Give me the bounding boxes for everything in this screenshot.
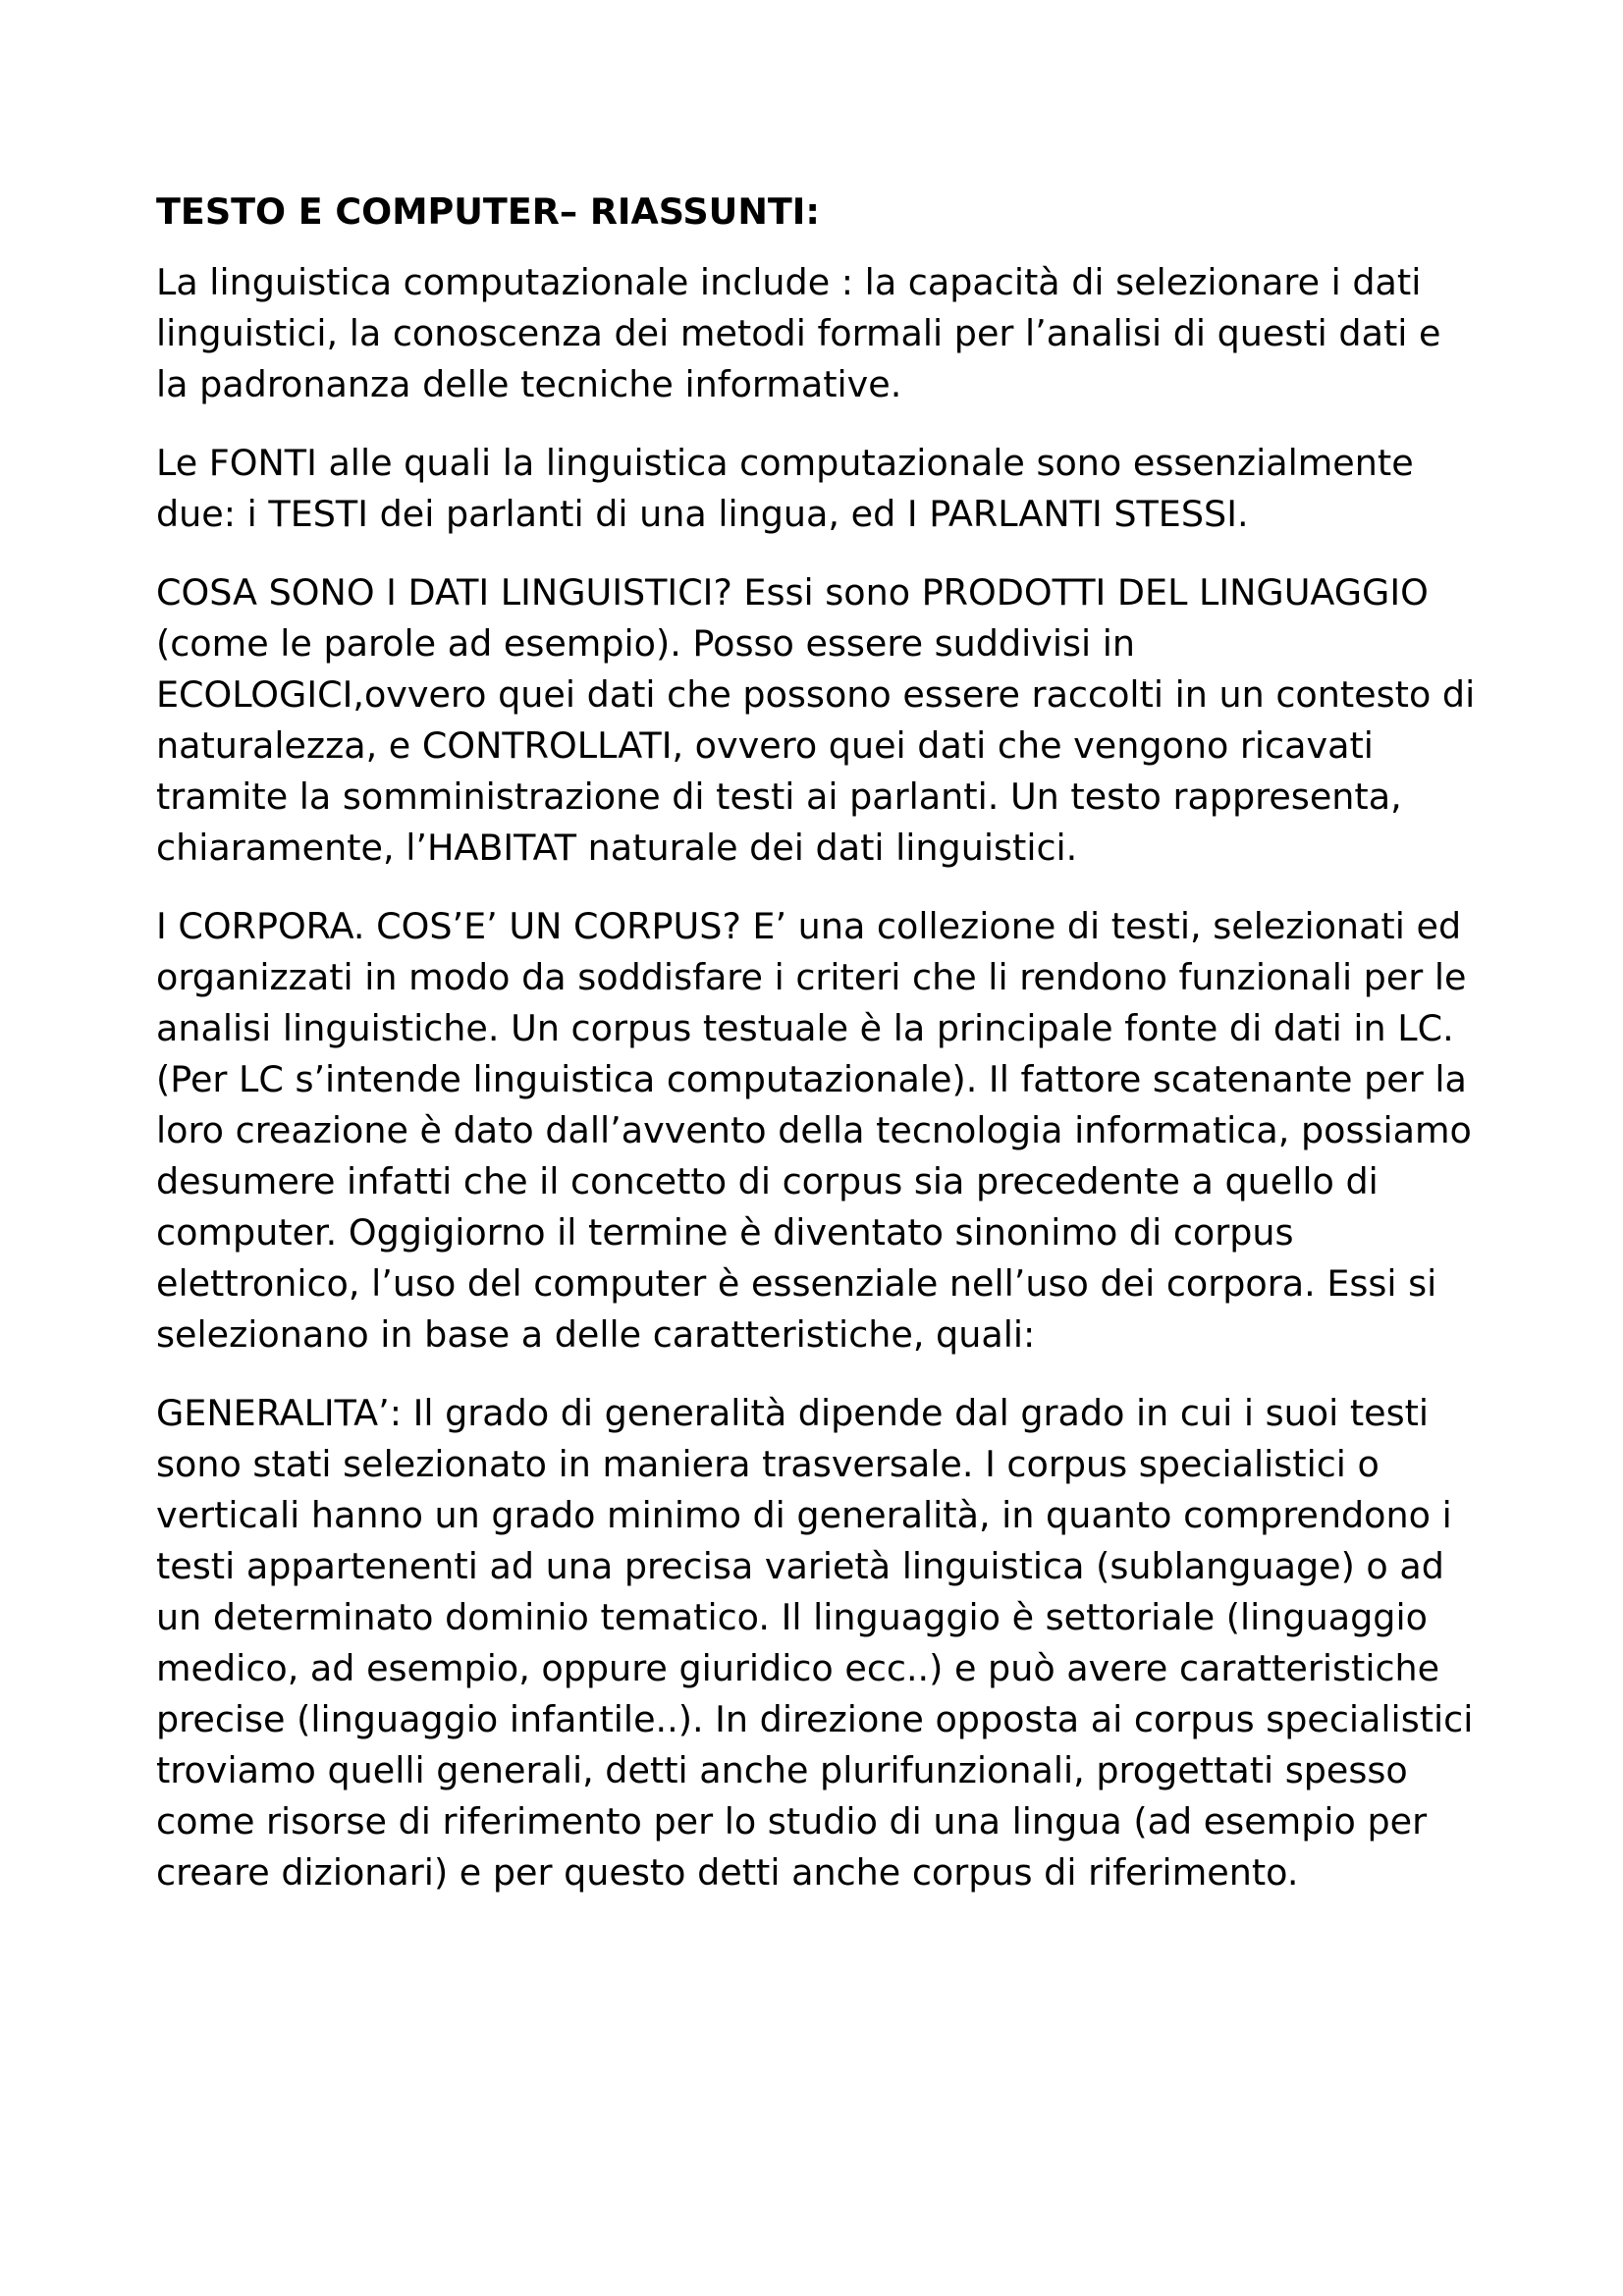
paragraph-dati-linguistici: COSA SONO I DATI LINGUISTICI? Essi sono PRODOTTI DEL LINGUAGGIO (come le parole ad esempio). Posso essere suddivisi in ECOLOGICI,ovvero quei dati che possono essere raccolti in un contesto di naturalezza, e CONTROLLATI, ovvero quei dati che vengono ricavati tramite la somministrazione di testi ai parlanti. Un testo rappresenta, chiaramente, l’HABITAT naturale dei dati linguistici. <box>156 571 1476 869</box>
paragraph-fonti: Le FONTI alle quali la linguistica computazionale sono essenzialmente due: i TESTI dei parlanti di una lingua, ed I PARLANTI STESSI. <box>156 442 1414 535</box>
paragraph-intro: La linguistica computazionale include : la capacità di selezionare i dati linguistici, la conoscenza dei metodi formali per l’analisi di questi dati e la padronanza delle tecniche informative. <box>156 261 1441 405</box>
document-body <box>156 187 1477 1898</box>
document-title: TESTO E COMPUTER– RIASSUNTI: <box>156 190 820 233</box>
paragraph-corpora: I CORPORA. COS’E’ UN CORPUS? E’ una collezione di testi, selezionati ed organizzati in modo da soddisfare i criteri che li rendono funzionali per le analisi linguistiche. Un corpus testuale è la principale fonte di dati in LC. (Per LC s’intende linguistica computazionale). Il fattore scatenante per la loro creazione è dato dall’avvento della tecnologia informatica, possiamo desumere infatti che il concetto di corpus sia precedente a quello di computer. Oggigiorno il termine è diventato sinonimo di corpus elettronico, l’uso del computer è essenziale nell’uso dei corpora. Essi si selezionano in base a delle caratteristiche, quali: <box>156 905 1472 1356</box>
paragraph-generalita: GENERALITA’: Il grado di generalità dipende dal grado in cui i suoi testi sono stati selezionato in maniera trasversale. I corpus specialistici o verticali hanno un grado minimo di generalità, in quanto comprendono i testi appartenenti ad una precisa varietà linguistica (sublanguage) o ad un determinato dominio tematico. Il linguaggio è settoriale (linguaggio medico, ad esempio, oppure giuridico ecc..) e può avere caratteristiche precise (linguaggio infantile..). In direzione opposta ai corpus specialistici troviamo quelli generali, detti anche plurifunzionali, progettati spesso come risorse di riferimento per lo studio di una lingua (ad esempio per creare dizionari) e per questo detti anche corpus di riferimento. <box>156 1392 1474 1894</box>
